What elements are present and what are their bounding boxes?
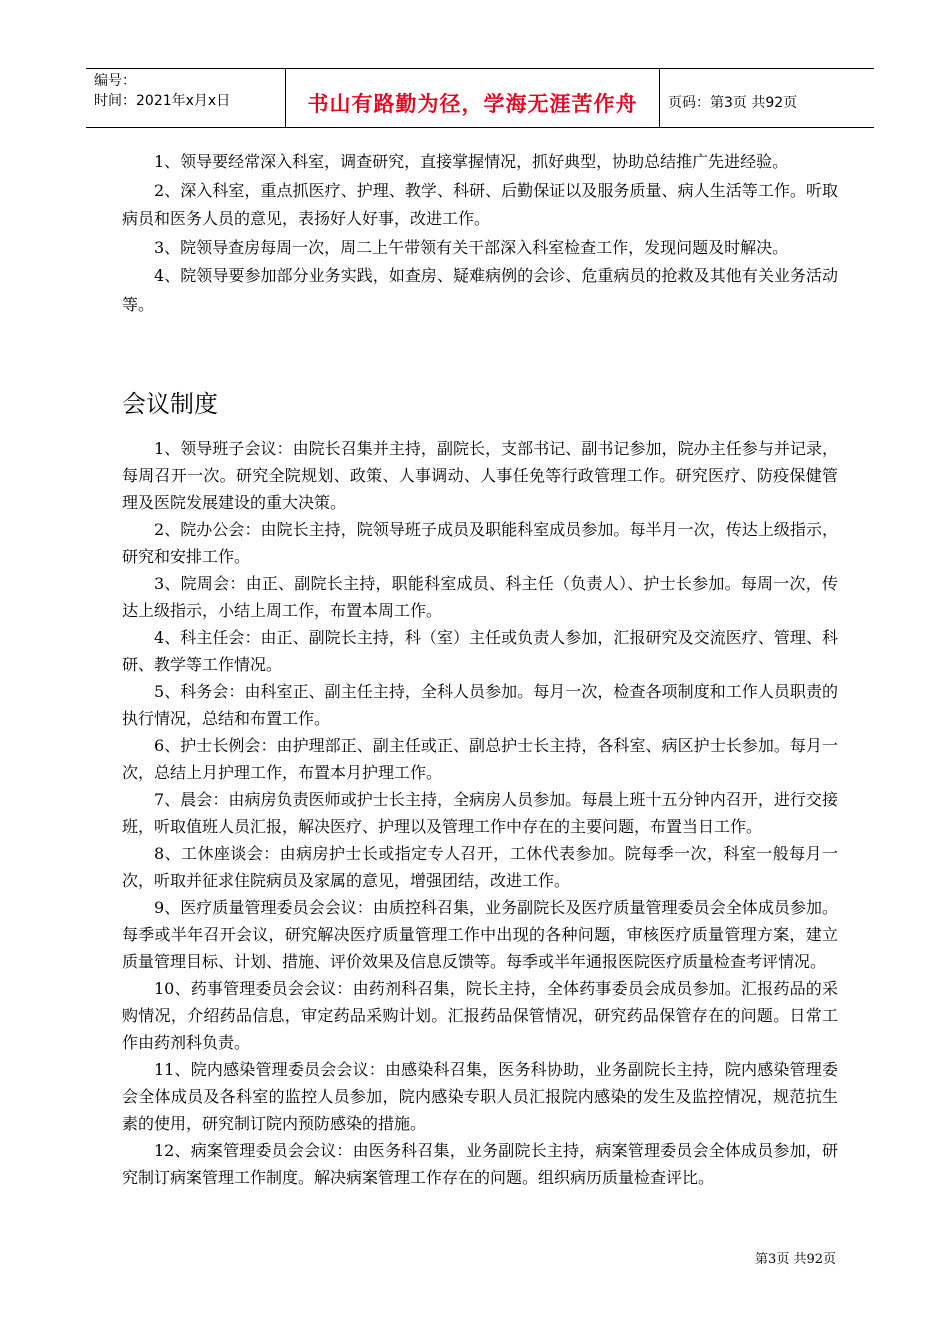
- paragraph: 5、科务会：由科室正、副主任主持，全科人员参加。每月一次，检查各项制度和工作人员职责的执行情况，总结和布置工作。: [122, 682, 838, 728]
- section-title-meeting-system: 会议制度: [122, 390, 218, 418]
- paragraph: 8、工休座谈会：由病房护士长或指定专人召开，工休代表参加。院每季一次，科室一般每月一次，听取并征求住院病员及家属的意见，增强团结，改进工作。: [122, 844, 838, 890]
- page-footer: 第3页 共92页: [755, 1252, 836, 1267]
- paragraph: 2、院办公会：由院长主持，院领导班子成员及职能科室成员参加。每半月一次，传达上级指示，研究和安排工作。: [122, 520, 838, 566]
- paragraph: 11、院内感染管理委员会会议：由感染科召集，医务科协助，业务副院长主持，院内感染管理委会全体成员及各科室的监控人员参加，院内感染专职人员汇报院内感染的发生及监控情况，规范抗生素的使用，研究制订院内预防感染的措施。: [122, 1060, 838, 1133]
- header-meta: [86, 69, 286, 127]
- section-leadership-inspection: [122, 148, 838, 319]
- paragraph: 12、病案管理委员会会议：由医务科召集，业务副院长主持，病案管理委员会全体成员参加，研究制订病案管理工作制度。解决病案管理工作存在的问题。组织病历质量检查评比。: [122, 1141, 838, 1187]
- paragraph: 1、领导班子会议：由院长召集并主持，副院长，支部书记、副书记参加，院办主任参与并记录，每周召开一次。研究全院规划、政策、人事调动、人事任免等行政管理工作。研究医疗、防疫保健管理及医院发展建设的重大决策。: [122, 439, 838, 512]
- document-body: [122, 148, 838, 1191]
- paragraph: 10、药事管理委员会会议：由药剂科召集，院长主持，全体药事委员会成员参加。汇报药品的采购情况，介绍药品信息，审定药品采购计划。汇报药品保管情况，研究药品保管存在的问题。日常工作由药剂科负责。: [122, 979, 838, 1052]
- paragraph: 3、院领导查房每周一次，周二上午带领有关干部深入科室检查工作，发现问题及时解决。: [154, 237, 789, 257]
- paragraph: 2、深入科室，重点抓医疗、护理、教学、科研、后勤保证以及服务质量、病人生活等工作。听取病员和医务人员的意见，表扬好人好事，改进工作。: [122, 180, 838, 228]
- header-motto: 书山有路勤为径，学海无涯苦作舟: [286, 69, 660, 127]
- paragraph: 4、科主任会：由正、副院长主持，科（室）主任或负责人参加，汇报研究及交流医疗、管理、科研、教学等工作情况。: [122, 628, 838, 674]
- paragraph: 6、护士长例会：由护理部正、副主任或正、副总护士长主持，各科室、病区护士长参加。每月一次，总结上月护理工作，布置本月护理工作。: [122, 736, 838, 782]
- paragraph: 1、领导要经常深入科室，调查研究，直接掌握情况，抓好典型，协助总结推广先进经验。: [154, 152, 789, 171]
- header-time-label: 时间：2021年x月x日: [94, 93, 231, 109]
- section-meeting-system: [122, 435, 838, 1191]
- paragraph: 3、院周会：由正、副院长主持，职能科室成员、科主任（负责人）、护士长参加。每周一次，传达上级指示，小结上周工作，布置本周工作。: [122, 574, 838, 620]
- paragraph: 9、医疗质量管理委员会会议：由质控科召集，业务副院长及医疗质量管理委员会全体成员参加。每季或半年召开会议，研究解决医疗质量管理工作中出现的各种问题，审核医疗质量管理方案，建立质量管理目标、计划、措施、评价效果及信息反馈等。每季或半年通报医院医疗质量检查考评情况。: [122, 898, 838, 971]
- header-table: [86, 68, 874, 128]
- header-number-label: 编号：: [94, 73, 136, 89]
- paragraph: 4、院领导要参加部分业务实践，如查房、疑难病例的会诊、危重病员的抢救及其他有关业务活动等。: [122, 266, 838, 314]
- paragraph: 7、晨会：由病房负责医师或护士长主持，全病房人员参加。每晨上班十五分钟内召开，进行交接班，听取值班人员汇报，解决医疗、护理以及管理工作中存在的主要问题，布置当日工作。: [122, 790, 838, 836]
- header-page-info: 页码：第3页 共92页: [668, 95, 798, 111]
